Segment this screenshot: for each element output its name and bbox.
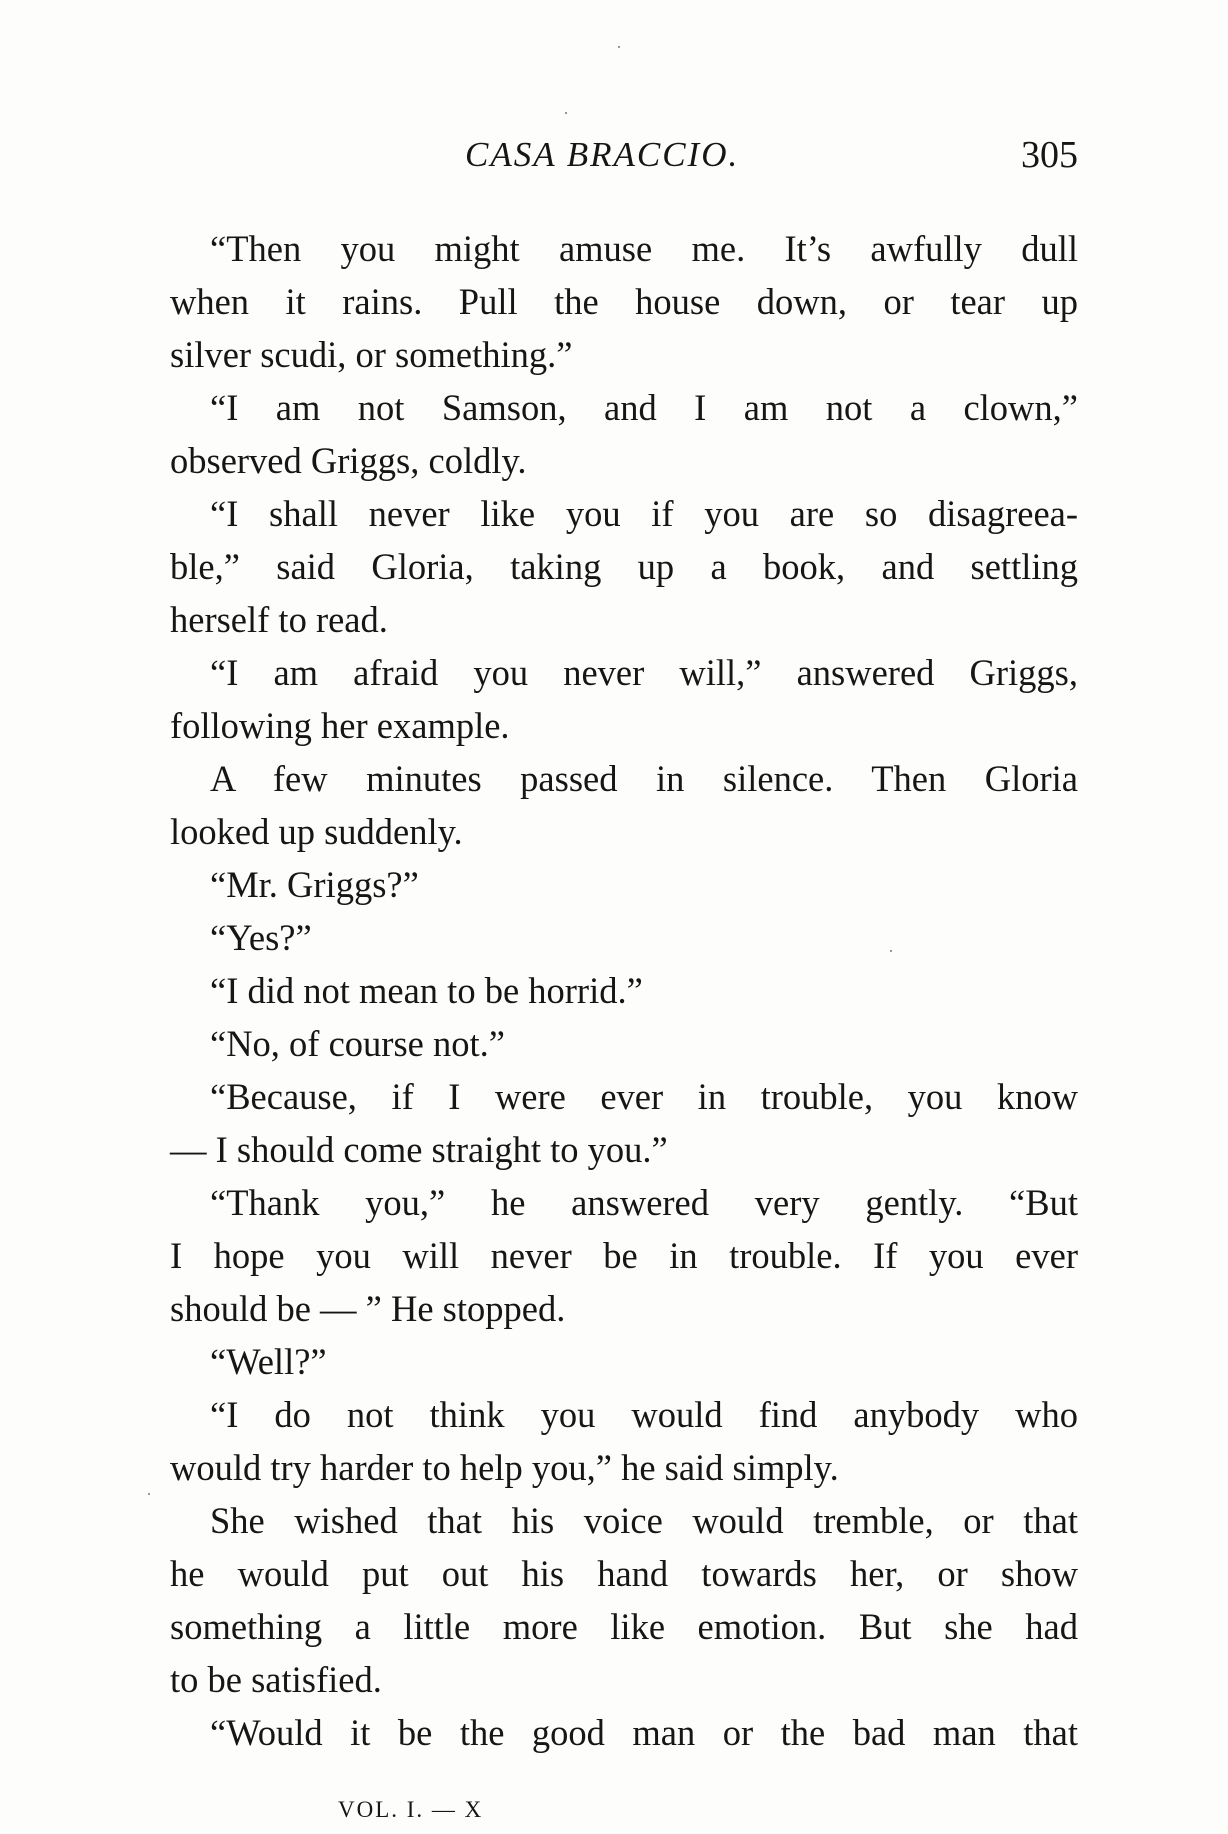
paper-speck bbox=[148, 1493, 150, 1495]
text-line: following her example. bbox=[170, 705, 510, 746]
text-line: he would put out his hand towards her, or show bbox=[170, 1553, 1078, 1594]
text-line: “Yes?” bbox=[210, 917, 312, 958]
text-line: “I shall never like you if you are so disagreea- bbox=[210, 493, 1078, 534]
text-line: would try harder to help you,” he said simply. bbox=[170, 1447, 839, 1488]
text-line: when it rains. Pull the house down, or tear up bbox=[170, 281, 1078, 322]
text-line: “Then you might amuse me. It’s awfully dull bbox=[210, 228, 1078, 269]
text-line: herself to read. bbox=[170, 599, 388, 640]
text-line: “Well?” bbox=[210, 1341, 327, 1382]
text-line: “I am not Samson, and I am not a clown,” bbox=[210, 387, 1078, 428]
text-line: “I do not think you would find anybody who bbox=[210, 1394, 1078, 1435]
page-header bbox=[170, 130, 1078, 180]
text-line: “I am afraid you never will,” answered Griggs, bbox=[210, 652, 1078, 693]
text-line: something a little more like emotion. But she had bbox=[170, 1606, 1078, 1647]
text-line: silver scudi, or something.” bbox=[170, 334, 573, 375]
text-line: “Would it be the good man or the bad man that bbox=[210, 1712, 1078, 1753]
text-line: “Mr. Griggs?” bbox=[210, 864, 419, 905]
text-line: should be — ” He stopped. bbox=[170, 1288, 566, 1329]
text-line: A few minutes passed in silence. Then Gloria bbox=[210, 758, 1078, 799]
text-line: observed Griggs, coldly. bbox=[170, 440, 527, 481]
text-line: She wished that his voice would tremble, or that bbox=[210, 1500, 1078, 1541]
text-line: — I should come straight to you.” bbox=[170, 1129, 668, 1170]
text-line: looked up suddenly. bbox=[170, 811, 463, 852]
text-line: ble,” said Gloria, taking up a book, and settling bbox=[170, 546, 1078, 587]
signature-mark: VOL. I. — X bbox=[338, 1797, 484, 1822]
page-number: 305 bbox=[1021, 134, 1078, 176]
text-line: “I did not mean to be horrid.” bbox=[210, 970, 643, 1011]
body-text bbox=[170, 222, 1078, 1759]
paper-speck bbox=[618, 46, 620, 48]
text-line: “Thank you,” he answered very gently. “But bbox=[210, 1182, 1078, 1223]
paper-speck bbox=[565, 112, 567, 114]
text-line: “No, of course not.” bbox=[210, 1023, 505, 1064]
text-line: I hope you will never be in trouble. If you ever bbox=[170, 1235, 1078, 1276]
text-line: “Because, if I were ever in trouble, you know bbox=[210, 1076, 1078, 1117]
running-title: CASA BRACCIO. bbox=[465, 135, 740, 174]
paper-speck bbox=[890, 950, 892, 952]
text-line: to be satisfied. bbox=[170, 1659, 382, 1700]
